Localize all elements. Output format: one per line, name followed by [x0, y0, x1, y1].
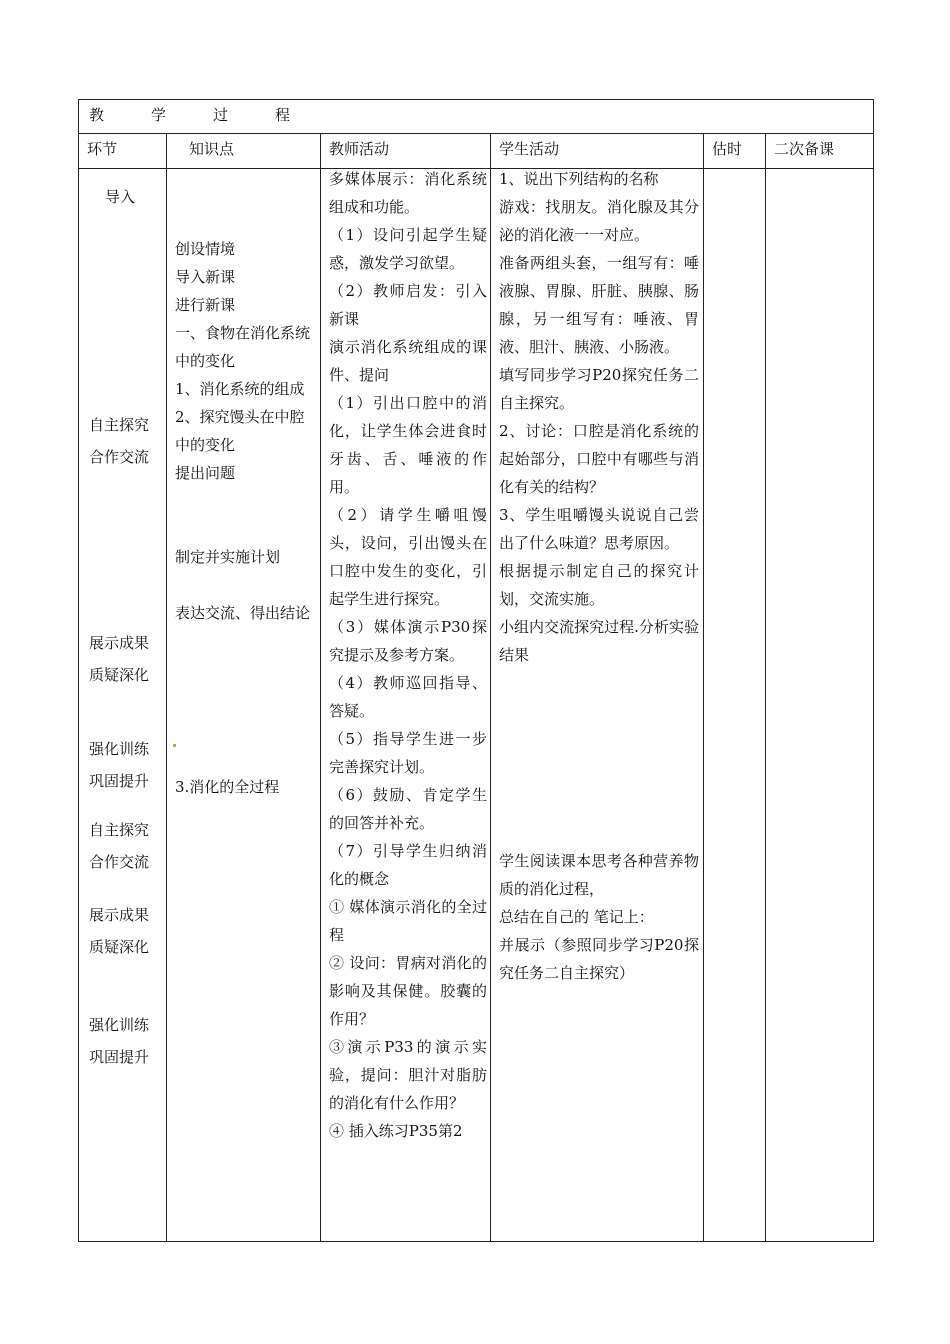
stage-show-1: 展示成果 质疑深化	[89, 634, 150, 684]
stage-train-2: 强化训练 巩固提升	[89, 1016, 150, 1066]
header-second-prep: 二次备课	[766, 134, 874, 169]
knowledge-cell	[167, 169, 321, 1242]
stage-show-2: 展示成果 质疑深化	[89, 906, 150, 956]
teacher-activity-text: 多媒体展示：消化系统组成和功能。 （1）设问引起学生疑惑，激发学习欲望。 （2）教师启发：引入新课 演示消化系统组成的课件、提问 （1）引出口腔中的消化，让学生体会进食时牙齿、舌、唾液的作用。 （2）请学生嚼咀馒头，设问，引出馒头在口腔中发生的变化，引起学生进行探究。 （3）媒体演示P30探究提示及参考方案。 （4）教师巡回指导、答疑。 （5）指导学生进一步完善探究计划。 （6）鼓励、肯定学生的回答并补充。 （7）引导学生归纳消化的概念 ① 媒体演示消化的全过程 ② 设问：胃病对消化的影响及其保健。胶囊的作用？ ③演示P33的演示实验，提问：胆汁对脂肪的消化有什么作用？ ④ 插入练习P35第2	[329, 170, 487, 1140]
column-header-row	[79, 134, 874, 169]
time-cell	[704, 169, 766, 1242]
second-prep-cell	[766, 169, 874, 1242]
knowledge-plan: 制定并实施计划	[175, 548, 281, 566]
stage-explore-1: 自主探究 合作交流	[89, 416, 150, 466]
stage-intro: 导入	[105, 188, 136, 206]
table-title: 教 学 过 程	[89, 106, 307, 124]
teacher-activity-cell	[321, 169, 491, 1242]
header-time: 估时	[704, 134, 766, 169]
teaching-process-table	[78, 99, 874, 1242]
stage-explore-2: 自主探究 合作交流	[89, 821, 150, 871]
header-student: 学生活动	[491, 134, 704, 169]
table-title-cell	[79, 100, 874, 134]
stage-train-1: 强化训练 巩固提升	[89, 740, 150, 790]
student-activity-text-2: 学生阅读课本思考各种营养物质的消化过程， 总结在自己的 笔记上： 并展示（参照同步学习P20探究任务二自主探究）	[499, 852, 699, 982]
header-teacher: 教师活动	[321, 134, 491, 169]
knowledge-conclude: 表达交流、得出结论	[175, 604, 311, 622]
knowledge-digestion: 3.消化的全过程	[175, 778, 280, 796]
table-body-row	[79, 169, 874, 1242]
header-knowledge: 知识点	[167, 134, 321, 169]
header-stage: 环节	[79, 134, 167, 169]
student-activity-cell	[491, 169, 704, 1242]
stage-cell	[79, 169, 167, 1242]
student-activity-text-1: 1、说出下列结构的名称 游戏：找朋友。消化腺及其分泌的消化液一一对应。 准备两组头套，一组写有：唾液腺、胃腺、肝脏、胰腺、肠腺，另一组写有：唾液、胃液、胆汁、胰液、小肠液。 填写同步学习P20探究任务二自主探究。 2、讨论：口腔是消化系统的起始部分，口腔中有哪些与消化有关的结构？ 3、学生咀嚼馒头说说自己尝出了什么味道？思考原因。 根据提示制定自己的探究计划，交流实施。 小组内交流探究过程.分析实验结果	[499, 170, 699, 664]
knowledge-intro: 创设情境 导入新课 进行新课 一、食物在消化系统中的变化 1、消化系统的组成 2、探究馒头在中腔中的变化 提出问题	[175, 240, 311, 482]
ink-dot	[173, 744, 176, 747]
